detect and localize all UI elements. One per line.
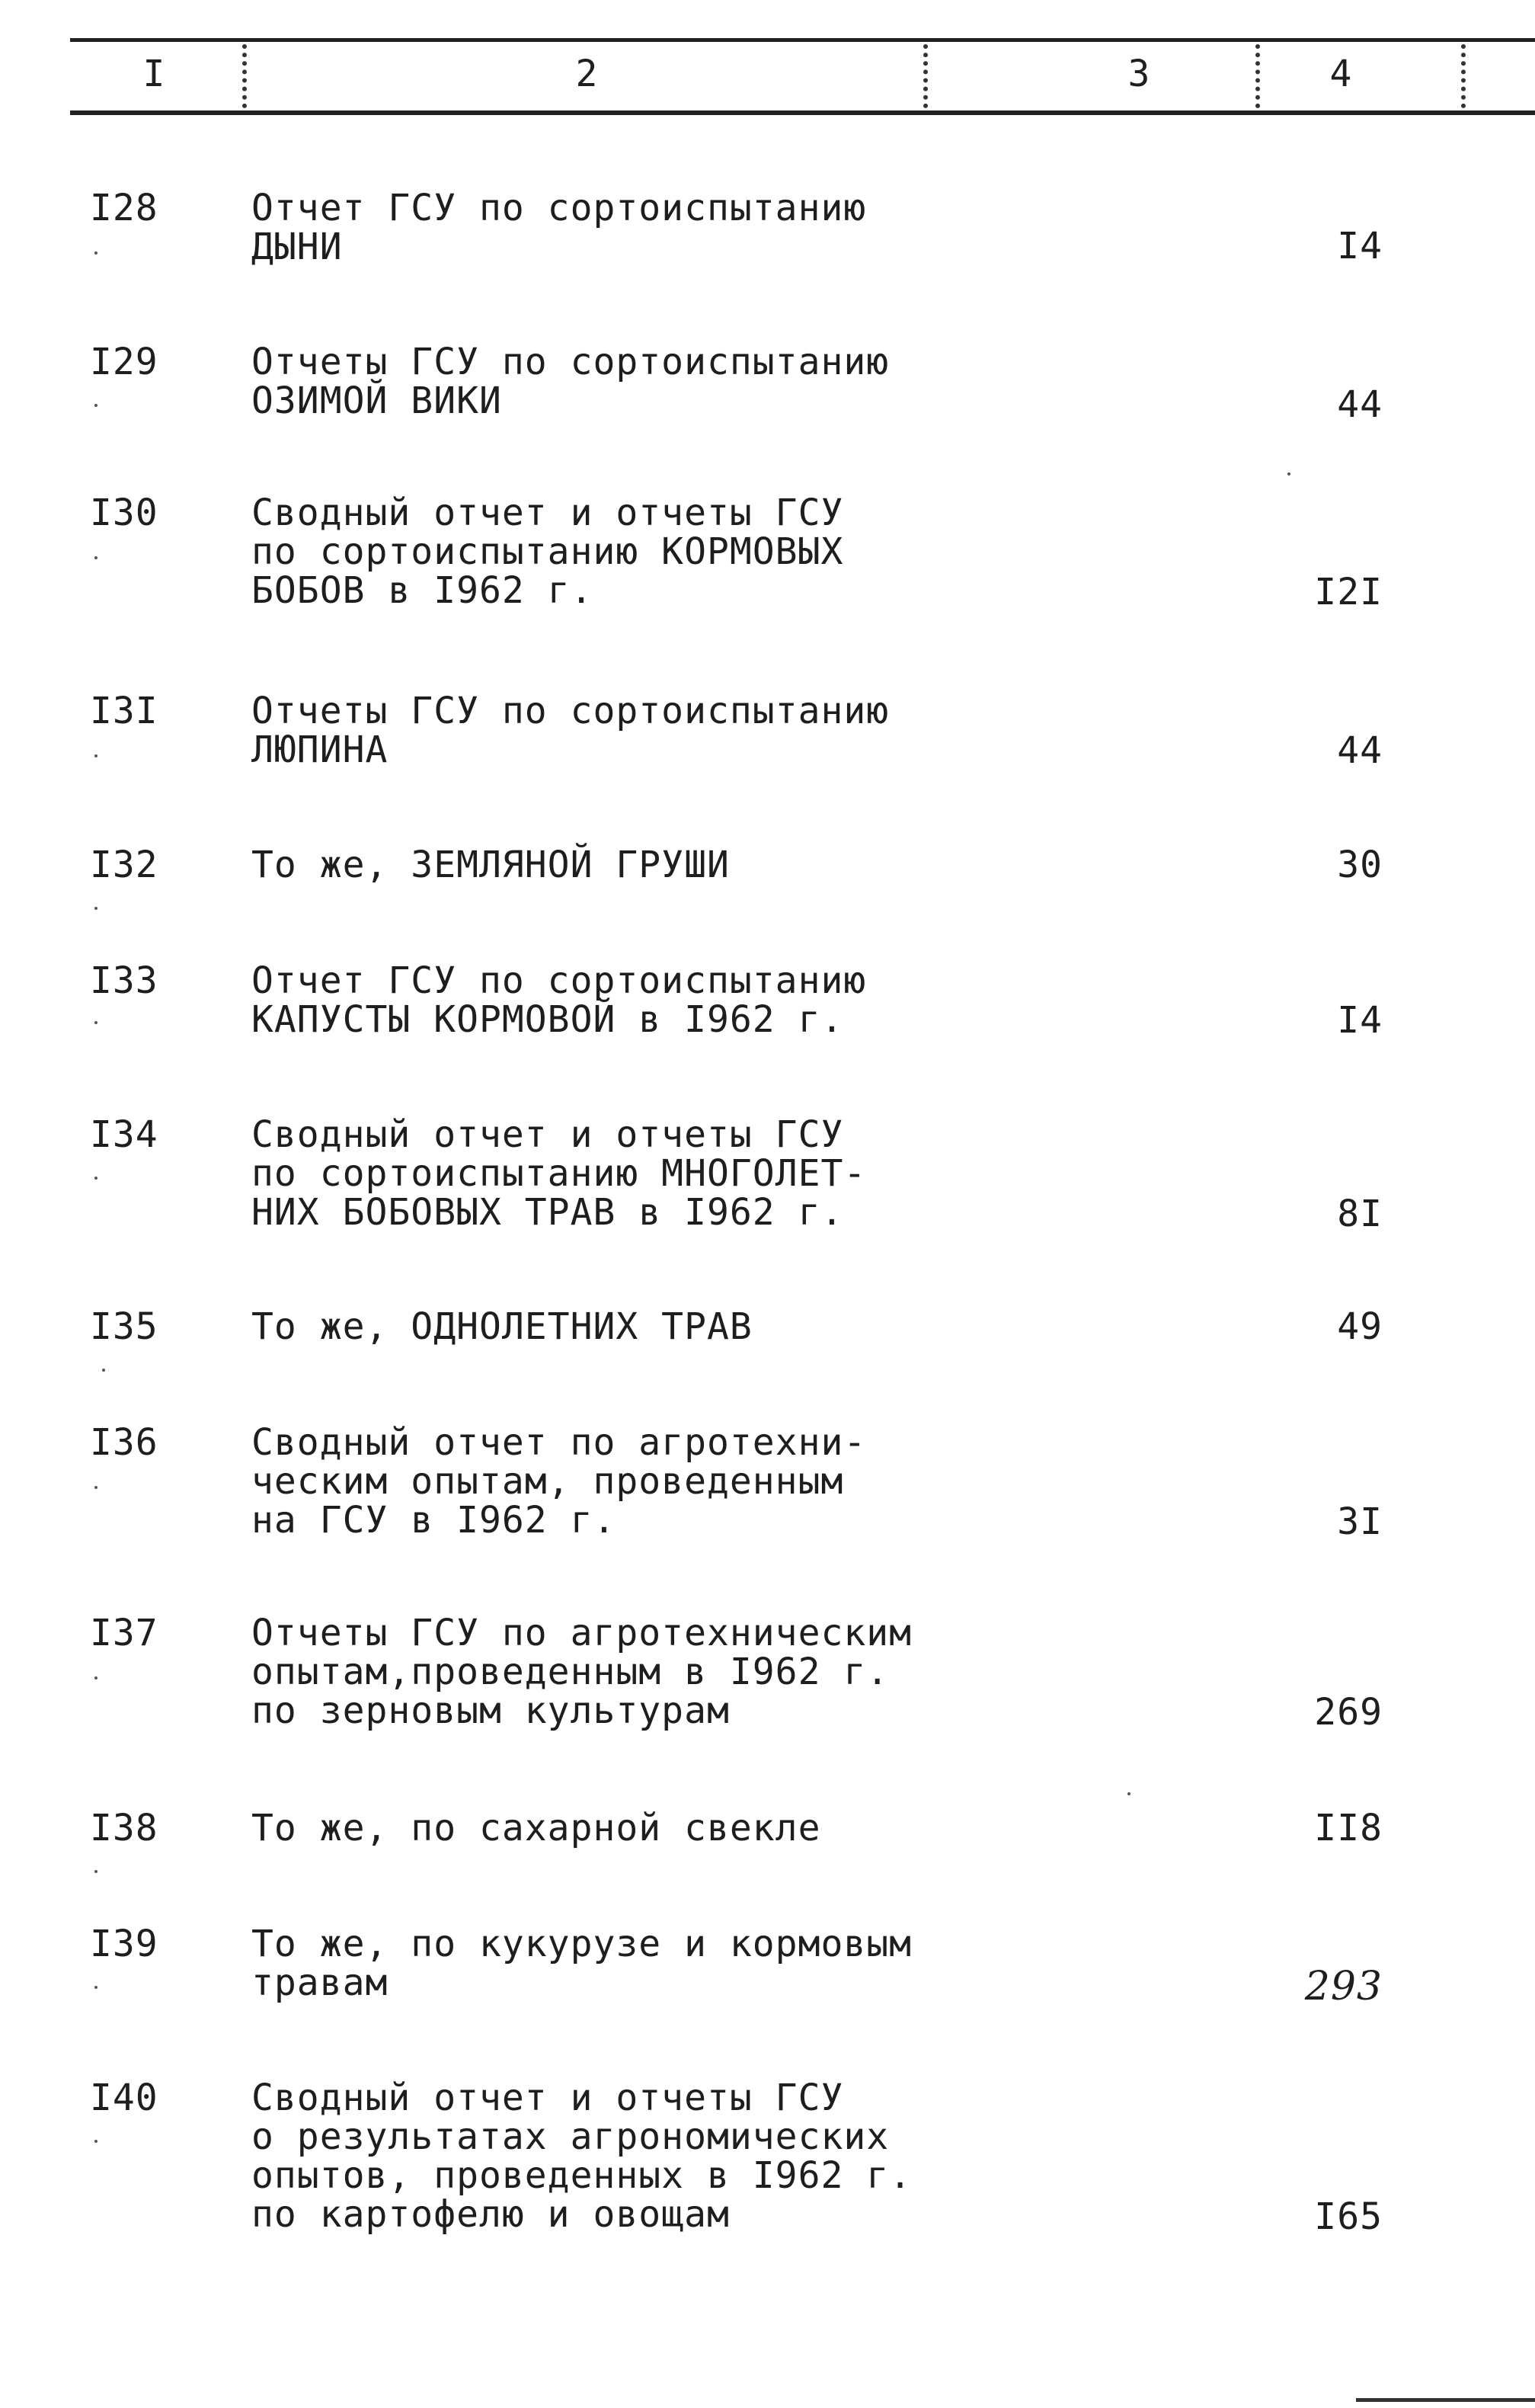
entry-sheet-count: 269 [1314,1691,1383,1734]
scan-speck [94,1676,98,1680]
header-col-2: 2 [575,53,598,95]
scan-speck [94,1986,98,1989]
entry-title: Сводный отчет и отчеты ГСУ по сортоиспытанию КОРМОВЫХ БОБОВ в I962 г. [251,492,844,612]
header-separator-3 [1255,44,1260,108]
entry-sheet-count: 293 [1304,1964,1383,2009]
entry-number: I28 [90,187,158,229]
scan-speck [94,1486,98,1489]
entry-sheet-count: 49 [1337,1305,1383,1348]
header-separator-2 [923,44,928,108]
entry-title: То же, по кукурузе и кормовым травам [251,1923,913,2004]
header-separator-4 [1461,44,1466,108]
entry-title: Отчет ГСУ по сортоиспытанию ДЫНИ [251,187,867,268]
scan-speck [94,251,98,255]
header-bottom-rule [70,110,1535,115]
scan-speck [1127,1792,1130,1795]
entry-sheet-count: I4 [1337,999,1383,1042]
entry-title: Отчет ГСУ по сортоиспытанию КАПУСТЫ КОРМОВОЙ в I962 г. [251,959,867,1041]
entry-title: Сводный отчет и отчеты ГСУ по сортоиспытанию МНОГОЛЕТ- НИХ БОБОВЫХ ТРАВ в I962 г. [251,1113,867,1234]
header-col-4: 4 [1329,53,1352,95]
scan-speck [94,907,98,910]
scan-speck [94,1021,98,1024]
entry-number: I36 [90,1421,158,1464]
entry-sheet-count: 3I [1337,1500,1383,1543]
header-col-3: 3 [1127,53,1150,95]
entry-title: То же, ОДНОЛЕТНИХ ТРАВ [251,1305,753,1348]
entry-number: I30 [90,492,158,534]
scan-speck [102,1369,105,1372]
entry-title: То же, по сахарной свекле [251,1807,821,1849]
entry-title: Сводный отчет и отчеты ГСУ о результатах агрономических опытов, проведенных в I962 г. по картофелю и овощам [251,2077,913,2236]
scan-speck [94,1870,98,1873]
header-top-rule [70,38,1535,42]
entry-number: I32 [90,844,158,886]
entry-sheet-count: 44 [1337,729,1383,772]
entry-number: I40 [90,2077,158,2119]
scan-speck [94,754,98,757]
entry-number: I3I [90,690,158,732]
scan-speck [1287,472,1290,476]
entry-number: I38 [90,1807,158,1849]
entry-title: Отчеты ГСУ по сортоиспытанию ОЗИМОЙ ВИКИ [251,341,890,422]
entry-sheet-count: 8I [1337,1193,1383,1235]
entry-number: I35 [90,1305,158,1348]
entry-sheet-count: I4 [1337,225,1383,267]
entry-number: I33 [90,959,158,1002]
entry-sheet-count: I65 [1314,2195,1383,2238]
entry-title: То же, ЗЕМЛЯНОЙ ГРУШИ [251,844,730,886]
header-col-1: I [142,53,165,95]
scan-speck [94,1177,98,1180]
entry-sheet-count: I2I [1314,571,1383,613]
header-separator-1 [242,44,247,108]
entry-sheet-count: II8 [1314,1807,1383,1849]
entry-number: I29 [90,341,158,383]
entry-number: I34 [90,1113,158,1156]
entry-title: Отчеты ГСУ по сортоиспытанию ЛЮПИНА [251,690,890,771]
scan-speck [94,2140,98,2143]
entry-title: Отчеты ГСУ по агротехническим опытам,проведенным в I962 г. по зерновым культурам [251,1612,913,1732]
entry-title: Сводный отчет по агротехни- ческим опытам, проведенным на ГСУ в I962 г. [251,1421,867,1542]
entry-sheet-count: 44 [1337,383,1383,426]
entry-number: I37 [90,1612,158,1654]
scan-speck [94,556,98,559]
entry-number: I39 [90,1923,158,1965]
entry-sheet-count: 30 [1337,844,1383,886]
footer-rule [1356,2398,1535,2402]
scan-speck [94,404,98,407]
